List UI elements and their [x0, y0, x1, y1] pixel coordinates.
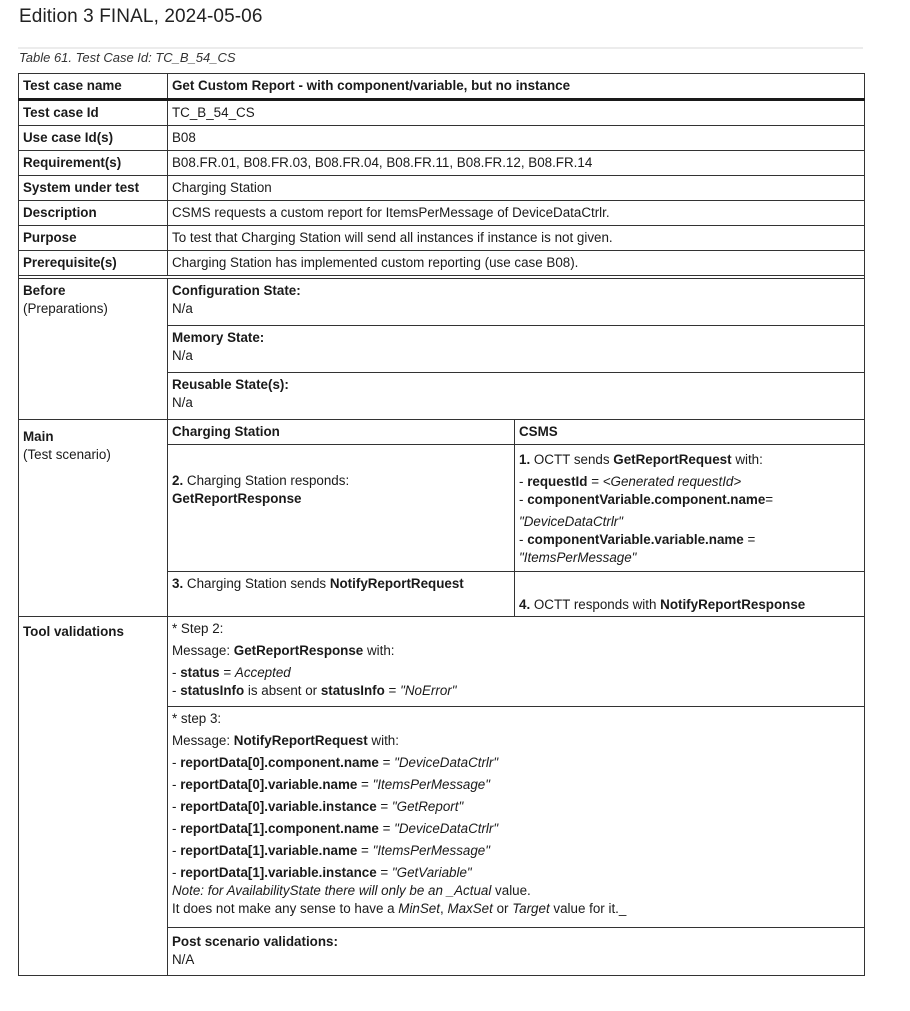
label-system-under-test: System under test [19, 176, 168, 201]
step4-text: OCTT responds with [530, 597, 661, 612]
status-val: Accepted [234, 665, 291, 680]
status-info-key2: statusInfo [320, 683, 385, 698]
report-field: - reportData[1].variable.instance = "GetVariable" [172, 865, 472, 880]
post-scenario-cell [168, 928, 865, 976]
step3-text: Charging Station sends [183, 576, 330, 591]
step3-num-wrap [172, 576, 464, 591]
value-purpose: To test that Charging Station will send all instances if instance is not given. [168, 226, 865, 251]
label-tool-validations: Tool validations [19, 617, 168, 976]
label-main [19, 420, 168, 617]
config-state-cell [168, 279, 865, 326]
step2-text: Charging Station responds: [183, 472, 350, 488]
memory-state-title: Memory State: [172, 330, 265, 345]
report-field-key: reportData[1].variable.name [180, 843, 358, 858]
row-prerequisites [19, 251, 865, 276]
value-test-case-name: Get Custom Report - with component/variable, but no instance [168, 74, 865, 100]
value-test-case-id: TC_B_54_CS [168, 100, 865, 126]
value-requirements: B08.FR.01, B08.FR.03, B08.FR.04, B08.FR.11, B08.FR.12, B08.FR.14 [168, 151, 865, 176]
label-requirements: Requirement(s) [19, 151, 168, 176]
msg-suffix: with: [363, 643, 395, 658]
status-key: status [180, 665, 220, 680]
value-prerequisites: Charging Station has implemented custom reporting (use case B08). [168, 251, 865, 276]
step2-num: 2. [172, 472, 184, 488]
validation-step3-msg: NotifyReportRequest [233, 733, 368, 748]
msg-prefix: Message: [172, 643, 234, 658]
step1-text: OCTT sends [530, 452, 614, 467]
report-field: - reportData[0].variable.instance = "GetReport" [172, 799, 464, 814]
reusable-state-cell [168, 373, 865, 420]
status-info-val: "NoError" [400, 683, 457, 698]
field-dash: - [519, 532, 528, 547]
table-caption: Table 61. Test Case Id: TC_B_54_CS [19, 50, 236, 65]
row-purpose [19, 226, 865, 251]
field-request-id-key: requestId [527, 474, 588, 489]
msg-prefix: Message: [172, 733, 234, 748]
report-field-key: reportData[0].variable.name [180, 777, 358, 792]
msg-suffix: with: [367, 733, 399, 748]
edition-header: Edition 3 FINAL, 2024-05-06 [19, 6, 263, 27]
label-test-case-id: Test case Id [19, 100, 168, 126]
validation-step3-heading: * step 3: [172, 711, 222, 726]
availability-note-2 [172, 900, 860, 918]
row-description [19, 201, 865, 226]
note2-target: Target [512, 901, 550, 916]
step1-num: 1. [519, 452, 531, 467]
note2-text: It does not make any sense to have a [172, 901, 399, 916]
label-description: Description [19, 201, 168, 226]
report-field-val: "ItemsPerMessage" [372, 777, 490, 792]
validation-step2-cell: * Step 2: Message: GetReportResponse with: - status = Accepted - statusInfo is absent or statusInfo = "NoError" [168, 617, 865, 707]
step2-cell [168, 445, 515, 572]
test-case-table [18, 73, 865, 976]
main-label: Main [23, 429, 54, 444]
availability-note [172, 882, 860, 900]
value-use-case-ids: B08 [168, 126, 865, 151]
before-label: Before [23, 283, 66, 298]
col-header-csms: CSMS [515, 420, 865, 445]
step3-cell [168, 572, 515, 617]
memory-state-value: N/a [172, 348, 193, 363]
step3-num: 3. [172, 576, 184, 591]
note2-minset: MinSet [398, 901, 440, 916]
field-dash: - [519, 474, 528, 489]
label-prerequisites: Prerequisite(s) [19, 251, 168, 276]
report-field-key: reportData[1].component.name [180, 821, 379, 836]
report-field-key: reportData[1].variable.instance [180, 865, 377, 880]
field-eq: = [587, 474, 603, 489]
post-scenario-value: N/A [172, 952, 195, 967]
validation-step2-heading: * Step 2: [172, 621, 224, 636]
step1-msg: GetReportRequest [613, 452, 732, 467]
step1-cell [515, 445, 865, 572]
label-before [19, 279, 168, 420]
field-dash: - [519, 492, 528, 507]
report-field-val: "GetReport" [391, 799, 464, 814]
row-test-case-id [19, 100, 865, 126]
row-test-case-name [19, 74, 865, 100]
value-description: CSMS requests a custom report for ItemsPerMessage of DeviceDataCtrlr. [168, 201, 865, 226]
config-state-value: N/a [172, 301, 193, 316]
row-use-case-ids [19, 126, 865, 151]
report-field-val: "ItemsPerMessage" [372, 843, 490, 858]
report-field-key: reportData[0].variable.instance [180, 799, 377, 814]
step3-msg: NotifyReportRequest [329, 576, 464, 591]
note-italic: Note: for AvailabilityState there will only be an _Actual [172, 883, 492, 898]
row-system-under-test [19, 176, 865, 201]
field-component-name-key: componentVariable.component.name [527, 492, 766, 507]
field-variable-name-key: componentVariable.variable.name [527, 532, 744, 547]
step2-msg: GetReportResponse [172, 490, 302, 506]
report-field-val: "GetVariable" [391, 865, 472, 880]
field-component-name-val: "DeviceDataCtrlr" [519, 514, 624, 529]
validation-step3-cell [168, 707, 865, 928]
note2-text: or [492, 901, 513, 916]
step1-suffix: with: [731, 452, 763, 467]
label-purpose: Purpose [19, 226, 168, 251]
report-field: - reportData[0].component.name = "DeviceDataCtrlr" [172, 755, 499, 770]
row-tool-validations-step2 [19, 617, 865, 707]
note-tail: value. [491, 883, 531, 898]
post-scenario-title: Post scenario validations: [172, 934, 338, 949]
field-eq: = [384, 683, 401, 698]
before-sublabel: (Preparations) [23, 301, 108, 316]
validation-step2-msg: GetReportResponse [233, 643, 364, 658]
memory-state-cell [168, 326, 865, 373]
note2-maxset: MaxSet [447, 901, 493, 916]
header-divider [18, 47, 863, 49]
field-variable-name-val: "ItemsPerMessage" [519, 550, 637, 565]
field-eq: = [743, 532, 756, 547]
config-state-title: Configuration State: [172, 283, 301, 298]
reusable-state-value: N/a [172, 395, 193, 410]
note2-text: value for it._ [549, 901, 627, 916]
label-use-case-ids: Use case Id(s) [19, 126, 168, 151]
field-eq: = [765, 492, 774, 507]
report-field: - reportData[1].variable.name = "ItemsPerMessage" [172, 843, 490, 858]
main-sublabel: (Test scenario) [23, 447, 111, 462]
row-requirements [19, 151, 865, 176]
report-field: - reportData[1].component.name = "DeviceDataCtrlr" [172, 821, 499, 836]
field-request-id-val: <Generated requestId> [602, 474, 742, 489]
label-test-case-name: Test case name [19, 74, 168, 100]
report-field-key: reportData[0].component.name [180, 755, 379, 770]
step4-cell [515, 572, 865, 617]
report-field-val: "DeviceDataCtrlr" [394, 821, 499, 836]
row-before-config [19, 279, 865, 326]
note2-text: , [439, 901, 448, 916]
report-field: - reportData[0].variable.name = "ItemsPerMessage" [172, 777, 490, 792]
status-info-mid: is absent or [244, 683, 321, 698]
col-header-charging-station: Charging Station [168, 420, 515, 445]
row-main-header [19, 420, 865, 445]
status-info-key: statusInfo [180, 683, 245, 698]
step4-num: 4. [519, 597, 531, 612]
field-eq: = [219, 665, 235, 680]
report-field-val: "DeviceDataCtrlr" [394, 755, 499, 770]
reusable-state-title: Reusable State(s): [172, 377, 289, 392]
step4-msg: NotifyReportResponse [660, 597, 806, 612]
value-system-under-test: Charging Station [168, 176, 865, 201]
